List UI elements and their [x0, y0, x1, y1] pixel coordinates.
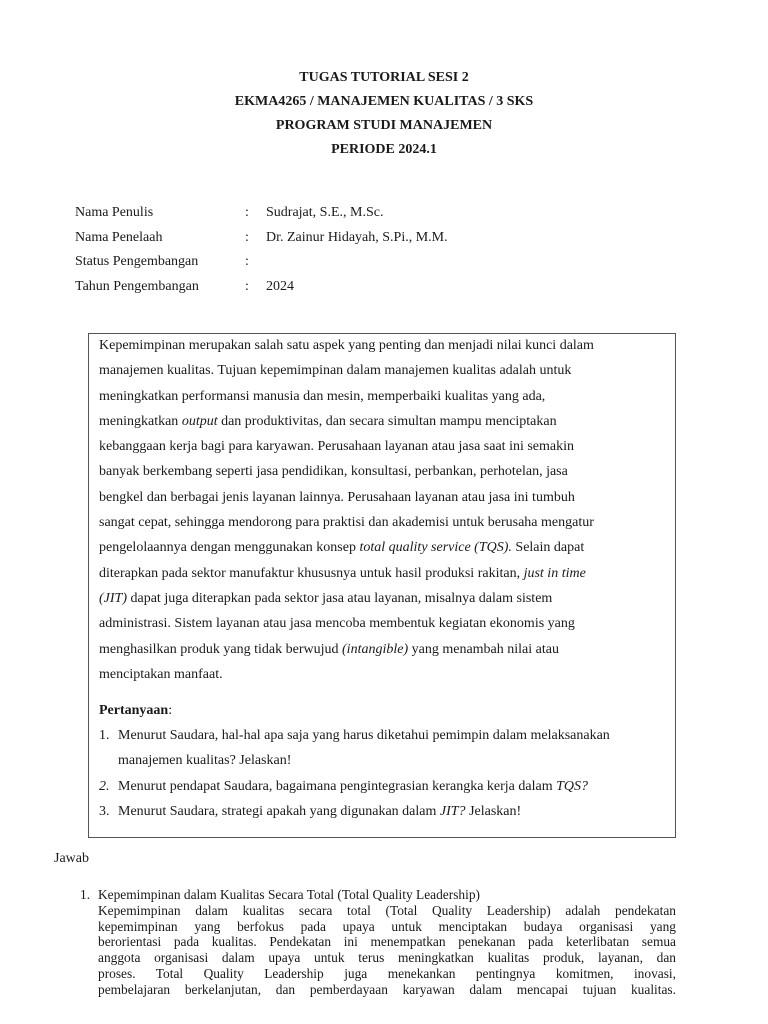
- question-number: 3.: [99, 803, 110, 819]
- question-title: Pertanyaan: [99, 703, 169, 719]
- header-title: TUGAS TUTORIAL SESI 2: [299, 70, 469, 85]
- text-segment: administrasi. Sistem layanan atau jasa mencoba membentuk kegiatan ekonomis yang: [99, 616, 575, 632]
- italic-term: (JIT): [99, 590, 127, 606]
- meta-label: Nama Penulis: [75, 205, 154, 221]
- text-segment: manajemen kualitas. Tujuan kepemimpinan dalam manajemen kualitas adalah untuk: [99, 363, 572, 379]
- paragraph-line: [99, 459, 665, 484]
- text-segment: kebanggaan kerja bagi para karyawan. Perusahaan layanan atau jasa saat ini semakin: [99, 439, 575, 455]
- paragraph-line: [99, 611, 665, 636]
- paragraph-line: [99, 561, 665, 586]
- text-segment: Menurut Saudara, strategi apakah yang digunakan dalam: [118, 803, 440, 819]
- meta-label: Tahun Pengembangan: [75, 278, 199, 294]
- text-segment: dan produktivitas, dan secara simultan mampu menciptakan: [217, 413, 557, 429]
- paragraph-line: [99, 510, 665, 535]
- text-segment: meningkatkan: [99, 413, 182, 429]
- answer-line: pembelajaran berkelanjutan, dan pemberdayaan karyawan dalam mencapai tujuan kualitas.: [98, 981, 676, 997]
- italic-term: TQS?: [556, 778, 589, 794]
- text-segment: Menurut Saudara, hal-hal apa saja yang harus diketahui pemimpin dalam melaksanakan: [118, 728, 610, 744]
- paragraph-line: [99, 485, 665, 510]
- text-segment: Menurut pendapat Saudara, bagaimana pengintegrasian kerangka kerja dalam: [118, 778, 557, 794]
- answer-line: proses. Total Quality Leadership juga menekankan pentingnya komitmen, inovasi,: [98, 965, 676, 981]
- meta-value: Dr. Zainur Hidayah, S.Pi., M.M.: [266, 229, 448, 245]
- question-text: [118, 774, 588, 799]
- meta-value: 2024: [266, 278, 294, 294]
- meta-value: Sudrajat, S.E., M.Sc.: [266, 205, 384, 221]
- meta-colon: :: [245, 229, 249, 245]
- italic-term: output: [181, 413, 218, 429]
- paragraph-line: [99, 637, 665, 662]
- text-segment: Jelaskan!: [465, 803, 522, 819]
- text-segment: pengelolaannya dengan menggunakan konsep: [99, 540, 360, 556]
- meta-row: [75, 275, 448, 300]
- paragraph-line: [99, 434, 665, 459]
- question-text: [118, 799, 521, 824]
- question-number: 2.: [99, 778, 110, 794]
- meta-row: [75, 226, 448, 251]
- question-item: [99, 723, 665, 773]
- answer-line: Kepemimpinan dalam kualitas secara total (Total Quality Leadership) adalah pendekatan: [98, 902, 676, 918]
- text-segment: banyak berkembang seperti jasa pendidikan, konsultasi, perbankan, perhotelan, jasa: [99, 464, 568, 480]
- question-list: [99, 723, 665, 824]
- paragraph-line: [99, 662, 665, 687]
- meta-row: [75, 201, 448, 226]
- text-segment: Kepemimpinan merupakan salah satu aspek yang penting dan menjadi nilai kunci dalam: [99, 338, 594, 353]
- answer-line: berorientasi pada kualitas. Pendekatan ini menempatkan penekanan pada keterlibatan semua: [98, 934, 676, 950]
- header-period: PERIODE 2024.1: [331, 142, 437, 157]
- question-item: [99, 799, 665, 824]
- meta-label: Status Pengembangan: [75, 254, 199, 270]
- paragraph-line: [99, 384, 665, 409]
- answer-line: kepemimpinan yang berfokus pada upaya untuk menciptakan budaya organisasi yang: [98, 918, 676, 934]
- question-line: [118, 723, 610, 748]
- document-header: [0, 66, 768, 162]
- text-segment: Selain dapat: [511, 540, 585, 556]
- question-text: [118, 723, 610, 773]
- question-line: [118, 774, 588, 799]
- text-segment: manajemen kualitas? Jelaskan!: [118, 753, 292, 769]
- question-title-colon: :: [168, 703, 173, 719]
- answer-title: Kepemimpinan dalam Kualitas Secara Total (Total Quality Leadership): [98, 887, 480, 902]
- answer-item: [80, 887, 676, 998]
- text-segment: menghasilkan produk yang tidak berwujud: [99, 641, 343, 657]
- paragraph-line: [99, 535, 665, 560]
- answer-line: anggota organisasi dalam upaya untuk terus meningkatkan kualitas produk, layanan, dan: [98, 950, 676, 966]
- text-segment: yang menambah nilai atau: [408, 641, 559, 657]
- meta-colon: :: [245, 254, 249, 270]
- paragraph-line: [99, 409, 665, 434]
- text-segment: dapat juga diterapkan pada sektor jasa atau layanan, misalnya dalam sistem: [127, 590, 553, 606]
- answer-number: 1.: [80, 887, 91, 902]
- text-segment: bengkel dan berbagai jenis layanan lainnya. Perusahaan layanan atau jasa ini tumbuh: [99, 489, 575, 505]
- case-study-box: [88, 333, 676, 838]
- italic-term: JIT?: [439, 803, 466, 819]
- paragraph-line: [99, 586, 665, 611]
- meta-colon: :: [245, 205, 249, 221]
- answer-content: [98, 887, 676, 998]
- document-metadata: [75, 201, 448, 299]
- text-segment: diterapkan pada sektor manufaktur khususnya untuk hasil produksi rakitan,: [99, 565, 524, 581]
- italic-term: total quality service (TQS).: [359, 540, 512, 556]
- answer-heading: Jawab: [54, 851, 89, 866]
- meta-colon: :: [245, 278, 249, 294]
- question-heading: [99, 698, 665, 723]
- question-line: [118, 799, 521, 824]
- question-number: 1.: [99, 728, 110, 744]
- text-segment: sangat cepat, sehingga mendorong para praktisi dan akademisi untuk berusaha mengatur: [99, 515, 594, 531]
- header-program: PROGRAM STUDI MANAJEMEN: [275, 118, 493, 133]
- header-course: EKMA4265 / MANAJEMEN KUALITAS / 3 SKS: [234, 94, 534, 109]
- case-paragraph: [99, 333, 665, 687]
- paragraph-line: [99, 333, 665, 358]
- meta-row: [75, 250, 448, 275]
- answer-body: [98, 903, 676, 998]
- text-segment: meningkatkan performansi manusia dan mesin, memperbaiki kualitas yang ada,: [99, 388, 546, 404]
- italic-term: just in time: [523, 565, 586, 581]
- paragraph-line: [99, 358, 665, 383]
- text-segment: menciptakan manfaat.: [99, 666, 223, 682]
- question-item: [99, 774, 665, 799]
- question-line: [118, 748, 610, 773]
- meta-label: Nama Penelaah: [75, 229, 163, 245]
- italic-term: (intangible): [342, 641, 409, 657]
